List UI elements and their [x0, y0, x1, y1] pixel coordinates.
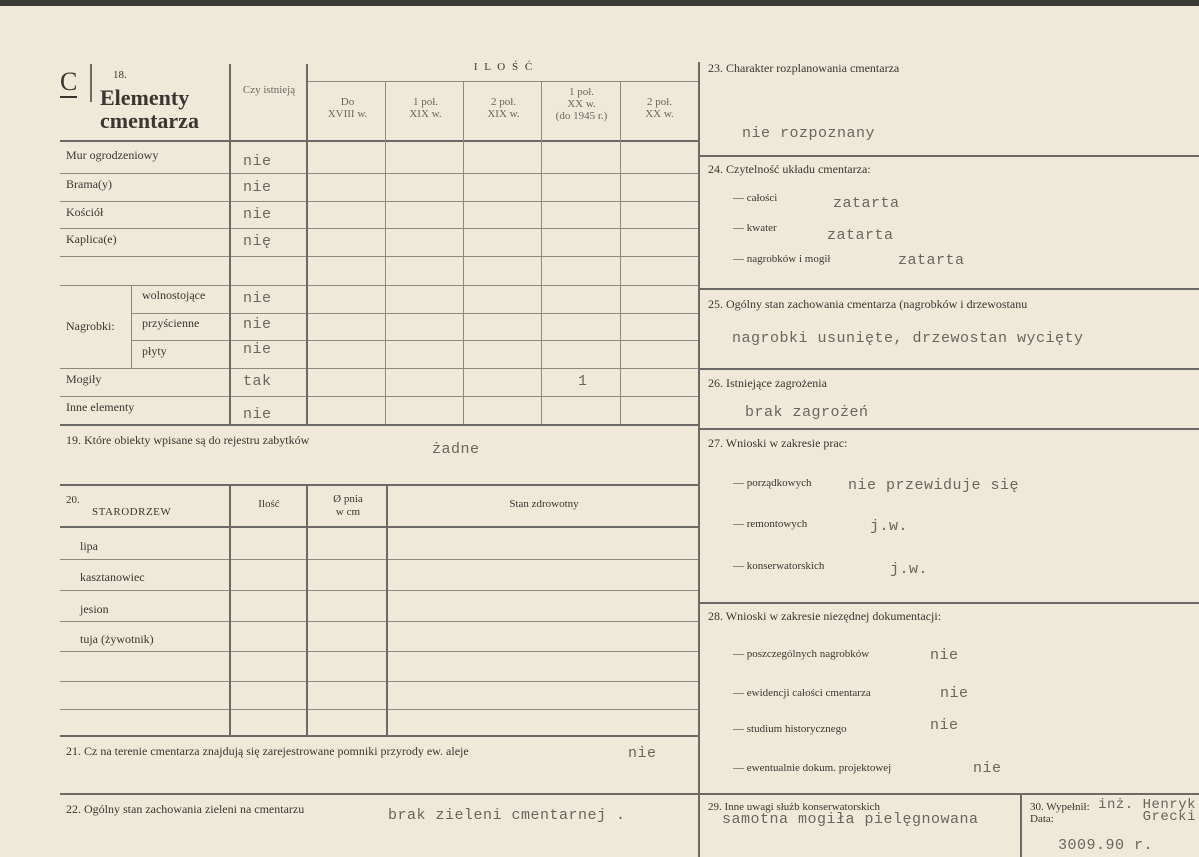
q30-date: 3009.90 r.	[1058, 837, 1154, 854]
q25-value: nagrobki usunięte, drzewostan wycięty	[732, 330, 1084, 347]
row-label-inne: Inne elementy	[66, 400, 135, 414]
q29-label: 29. Inne uwagi służb konserwatorskich	[708, 801, 880, 813]
q30-label-date: Data:	[1030, 813, 1054, 825]
q19-label: 19. Które obiekty wpisane są do rejestru zabytków	[66, 433, 310, 447]
row-label-kaplica: Kaplica(e)	[66, 232, 117, 246]
q28-item-value-3: nie	[973, 760, 1002, 777]
q24-item-label-1: — kwater	[733, 222, 777, 234]
value-mur: nie	[243, 153, 272, 170]
row-label-kosciol: Kościół	[66, 205, 104, 219]
q28-item-label-0: — poszczególnych nagrobków	[733, 648, 870, 660]
q27-item-value-1: j.w.	[870, 518, 909, 535]
q28-item-value-0: nie	[930, 647, 959, 664]
q21-label: 21. Cz na terenie cmentarza znajdują się zarejestrowane pomniki przyrody ew. aleje	[66, 744, 469, 758]
value-mogily: tak	[243, 373, 272, 390]
row-label-przyscienne: przyścienne	[142, 316, 200, 330]
q29-value: samotna mogiła pielęgnowana	[722, 811, 979, 828]
q22-value: brak zieleni cmentarnej .	[388, 807, 626, 824]
q20-header-diameter: Ø pnia w cm	[333, 493, 363, 518]
q30-name: inż. Henryk Grecki	[1098, 797, 1196, 825]
q24-item-value-2: zatarta	[898, 252, 965, 269]
value-mogily-count: 1	[578, 373, 588, 390]
q27-item-value-0: nie przewiduje się	[848, 477, 1020, 494]
q24-item-value-0: zatarta	[833, 195, 900, 212]
q22-label: 22. Ogólny stan zachowania zieleni na cmentarzu	[66, 802, 305, 816]
section-number: 18.	[113, 69, 127, 81]
q24-label: 24. Czytelność układu cmentarza:	[708, 162, 871, 176]
row-label-mogily: Mogiły	[66, 372, 102, 386]
row-label-mur: Mur ogrodzeniowy	[66, 148, 159, 162]
tree-tuja: tuja (żywotnik)	[80, 632, 154, 646]
q27-item-label-1: — remontowych	[733, 518, 808, 530]
value-przyscienne: nie	[243, 316, 272, 333]
q27-item-label-2: — konserwatorskich	[733, 560, 825, 572]
tree-lipa: lipa	[80, 539, 98, 553]
nagrobki-label: Nagrobki:	[66, 319, 115, 333]
q28-item-label-2: — studium historycznego	[733, 723, 847, 735]
q26-value: brak zagrożeń	[745, 404, 869, 421]
row-label-wolnostojace: wolnostojące	[142, 288, 206, 302]
q30-label-filled: 30. Wypełnił:	[1030, 801, 1090, 813]
value-plyty: nie	[243, 341, 272, 358]
tree-jesion: jesion	[80, 602, 109, 616]
q19-value: żadne	[432, 441, 480, 458]
value-inne: nie	[243, 407, 272, 418]
section-letter: C	[60, 67, 78, 96]
row-label-brama: Brama(y)	[66, 177, 112, 191]
value-kaplica: nię	[243, 233, 272, 250]
section-title-line2: cmentarza	[100, 108, 199, 133]
ilosc-header: I L O Ś Ć	[473, 61, 535, 73]
value-wolnostojace: nie	[243, 290, 272, 307]
record-card	[0, 6, 1199, 857]
q20-header-count: Ilość	[258, 498, 280, 510]
value-kosciol: nie	[243, 206, 272, 223]
q28-item-value-1: nie	[940, 685, 969, 702]
q27-item-value-2: j.w.	[890, 561, 929, 578]
q28-item-label-3: — ewentualnie dokum. projektowej	[733, 762, 892, 774]
q28-label: 28. Wnioski w zakresie niezędnej dokumentacji:	[708, 609, 942, 623]
col-exists-header: Czy istnieją	[242, 84, 296, 96]
q25-label: 25. Ogólny stan zachowania cmentarza (nagrobków i drzewostanu	[708, 297, 1028, 311]
q20-header-health: Stan zdrowotny	[509, 498, 579, 510]
col-header-3: 1 poł. XX w. (do 1945 r.)	[555, 86, 608, 122]
q20-header-name: STARODRZEW	[92, 506, 172, 518]
q27-label: 27. Wnioski w zakresie prac:	[708, 436, 848, 450]
col-header-2: 2 poł. XIX w.	[487, 96, 520, 120]
value-brama: nie	[243, 179, 272, 196]
q28-item-value-2: nie	[930, 717, 959, 734]
q24-item-value-1: zatarta	[827, 227, 894, 244]
q20-number: 20.	[66, 494, 80, 506]
q27-item-label-0: — porządkowych	[733, 477, 812, 489]
col-header-4: 2 poł. XX w.	[645, 96, 674, 120]
q21-value: nie	[628, 745, 657, 762]
tree-kasztanowiec: kasztanowiec	[80, 570, 145, 584]
q24-item-label-2: — nagrobków i mogił	[733, 253, 831, 265]
q24-item-label-0: — całości	[733, 192, 778, 204]
q26-label: 26. Istniejące zagrożenia	[708, 376, 827, 390]
q28-item-label-1: — ewidencji całości cmentarza	[733, 687, 871, 699]
col-header-0: Do XVIII w.	[327, 96, 368, 120]
q23-label: 23. Charakter rozplanowania cmentarza	[708, 61, 900, 75]
row-label-plyty: płyty	[142, 344, 167, 358]
col-header-1: 1 poł. XIX w.	[409, 96, 442, 120]
section-title-line1: Elementy	[100, 85, 190, 110]
q23-value: nie rozpoznany	[742, 125, 876, 142]
